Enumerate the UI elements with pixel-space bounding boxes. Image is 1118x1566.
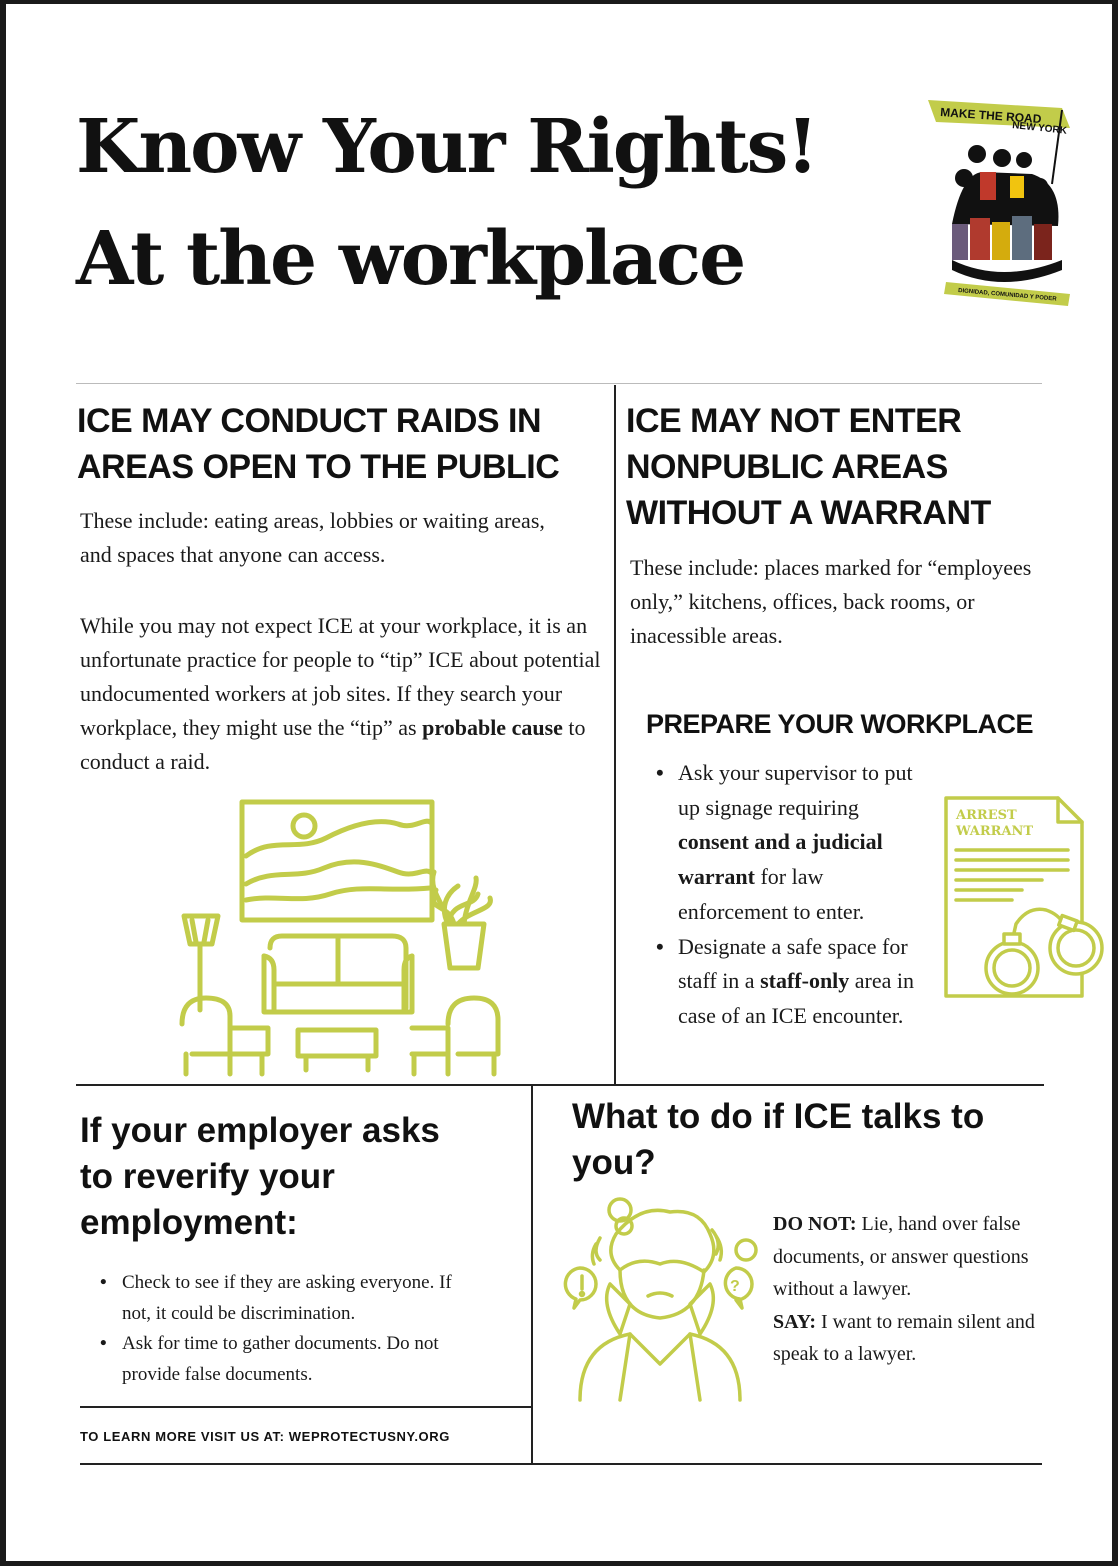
page-title-line2: At the workplace (76, 216, 745, 302)
footer-divider (80, 1406, 532, 1408)
middle-divider (76, 1084, 1044, 1086)
say-label: SAY: (773, 1310, 816, 1333)
probable-cause-emphasis: probable cause (422, 715, 563, 740)
warrant-label-line2: WARRANT (956, 824, 1034, 839)
warrant-label-line1: ARREST (956, 808, 1017, 823)
logo-illustration-icon (922, 94, 1078, 308)
reverify-list (100, 1268, 480, 1390)
public-areas-heading: ICE MAY CONDUCT RAIDS IN AREAS OPEN TO THE PUBLIC (77, 402, 560, 486)
list-item: • Designate a safe space for staff in a staff-only area in case of an ICE encounter. (656, 930, 918, 1034)
top-divider (76, 383, 1042, 384)
say-advice (773, 1306, 1083, 1371)
page-title-line1: Know Your Rights! (76, 104, 817, 190)
living-room-icon (178, 798, 508, 1078)
logo-banner-line2: NEW YORK (1011, 120, 1068, 137)
logo-ribbon-text: DIGNIDAD, COMUNIDAD Y PODER (957, 288, 1057, 303)
ice-talks-heading: What to do if ICE talks to you? (572, 1097, 985, 1182)
stressed-person-icon (560, 1194, 764, 1404)
public-areas-description: These include: eating areas, lobbies or waiting areas, and spaces that anyone can access. (80, 508, 545, 567)
list-item: • Ask your supervisor to put up signage requiring consent and a judicial warrant for law enforcement to enter. (656, 756, 918, 930)
reverify-heading: If your employer asks to reverify your employment: (80, 1111, 440, 1242)
arrest-warrant-icon (942, 794, 1110, 1004)
list-item: • Ask for time to gather documents. Do not provide false documents. (100, 1329, 480, 1390)
do-not-advice (773, 1208, 1083, 1306)
nonpublic-areas-description: These include: places marked for “employees only,” kitchens, offices, back rooms, or inacessible areas. (630, 555, 1032, 648)
tip-paragraph-end: to conduct a raid. (80, 715, 586, 774)
bottom-divider (80, 1463, 1042, 1465)
learn-more-footer: TO LEARN MORE VISIT US AT: WEPROTECTUSNY.ORG (80, 1429, 450, 1444)
ice-talks-advice (773, 1208, 1083, 1371)
do-not-label: DO NOT: (773, 1213, 857, 1235)
make-the-road-logo (922, 94, 1078, 308)
prepare-workplace-list (656, 756, 918, 1034)
tip-paragraph (80, 609, 605, 779)
logo-banner-line1: MAKE THE ROAD (939, 105, 1042, 127)
prepare-workplace-heading: PREPARE YOUR WORKPLACE (646, 709, 1034, 739)
say-text: I want to remain silent and speak to a lawyer. (773, 1310, 1035, 1365)
question-mark-icon: ? (730, 1278, 740, 1295)
do-not-text: Lie, hand over false documents, or answer questions without a lawyer. (773, 1213, 1029, 1300)
tip-paragraph-text: While you may not expect ICE at your workplace, it is an unfortunate practice for people to “tip” ICE about potential undocumented workers at job sites. If they search your workplace, they might use the “tip” as (80, 613, 601, 740)
list-item: • Check to see if they are asking everyone. If not, it could be discrimination. (100, 1268, 480, 1329)
nonpublic-areas-heading: ICE MAY NOT ENTER NONPUBLIC AREAS WITHOUT A WARRANT (626, 402, 991, 532)
column-divider (614, 385, 616, 1085)
